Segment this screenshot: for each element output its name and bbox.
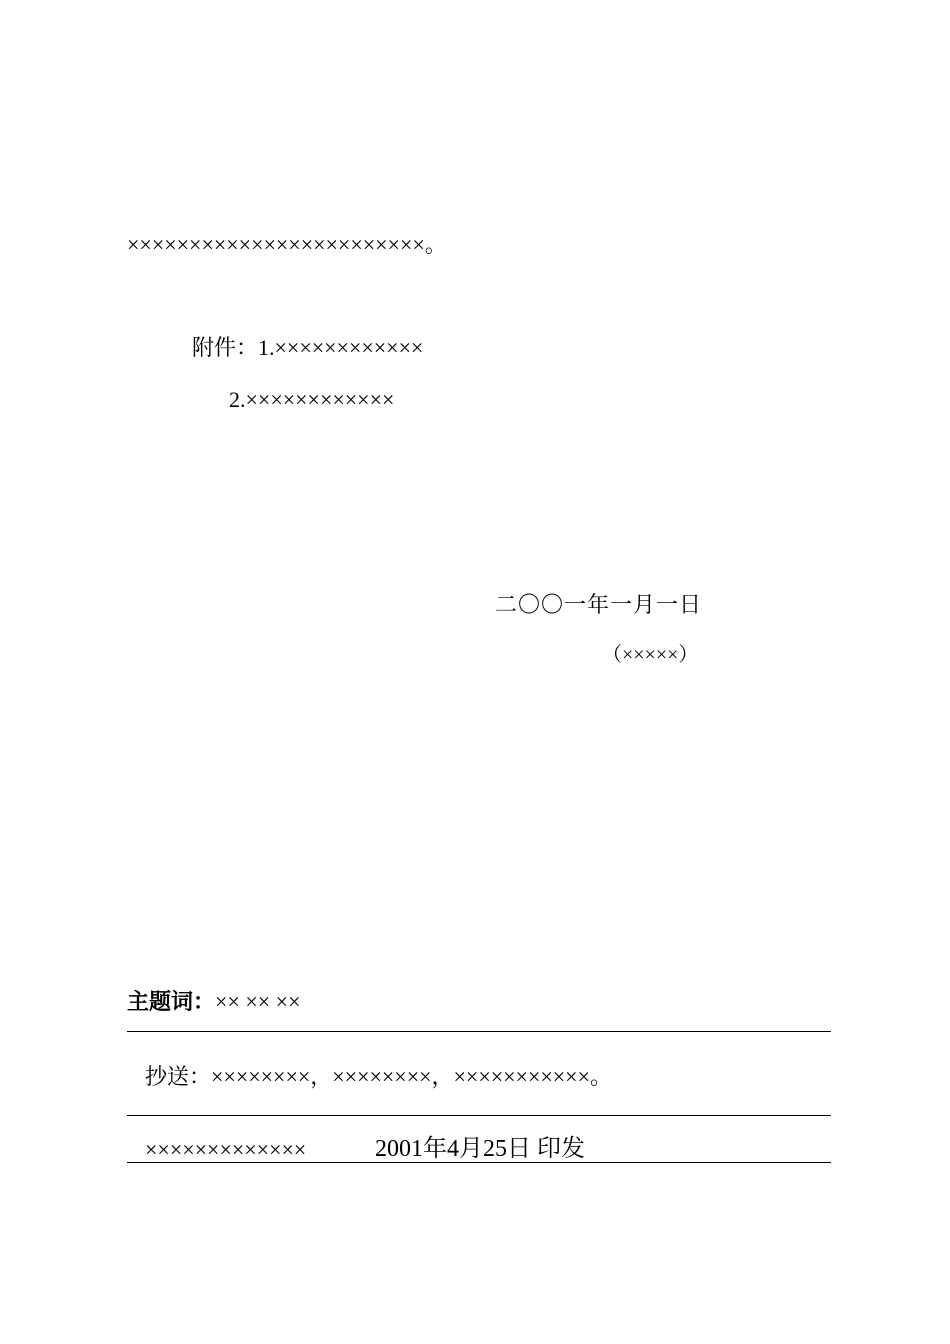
- keywords-colon: ：: [193, 990, 216, 1015]
- divider-middle: [127, 1115, 831, 1116]
- signature-date: 二〇〇一年一月一日: [495, 592, 703, 617]
- divider-bottom: [127, 1162, 831, 1163]
- signature-note: （×××××）: [602, 644, 699, 666]
- body-text: ××××××××××××××××××××××××。: [127, 232, 447, 257]
- keywords-label: 主题词: [127, 990, 194, 1015]
- attachment-label: 附件：: [192, 335, 259, 360]
- issue-date: 2001年4月25日 印发: [375, 1136, 585, 1162]
- issuing-office: ×××××××××××××: [145, 1137, 307, 1162]
- divider-top: [127, 1031, 831, 1032]
- cc-recipients: 抄送：××××××××，××××××××，×××××××××××。: [145, 1064, 612, 1089]
- attachment-line-1: [192, 337, 423, 359]
- subject-keywords: [127, 991, 300, 1014]
- attachment-item-1: 1.××××××××××××: [258, 335, 424, 360]
- attachment-item-2: 2.××××××××××××: [229, 387, 395, 412]
- keywords-value: ×× ×× ××: [215, 989, 301, 1014]
